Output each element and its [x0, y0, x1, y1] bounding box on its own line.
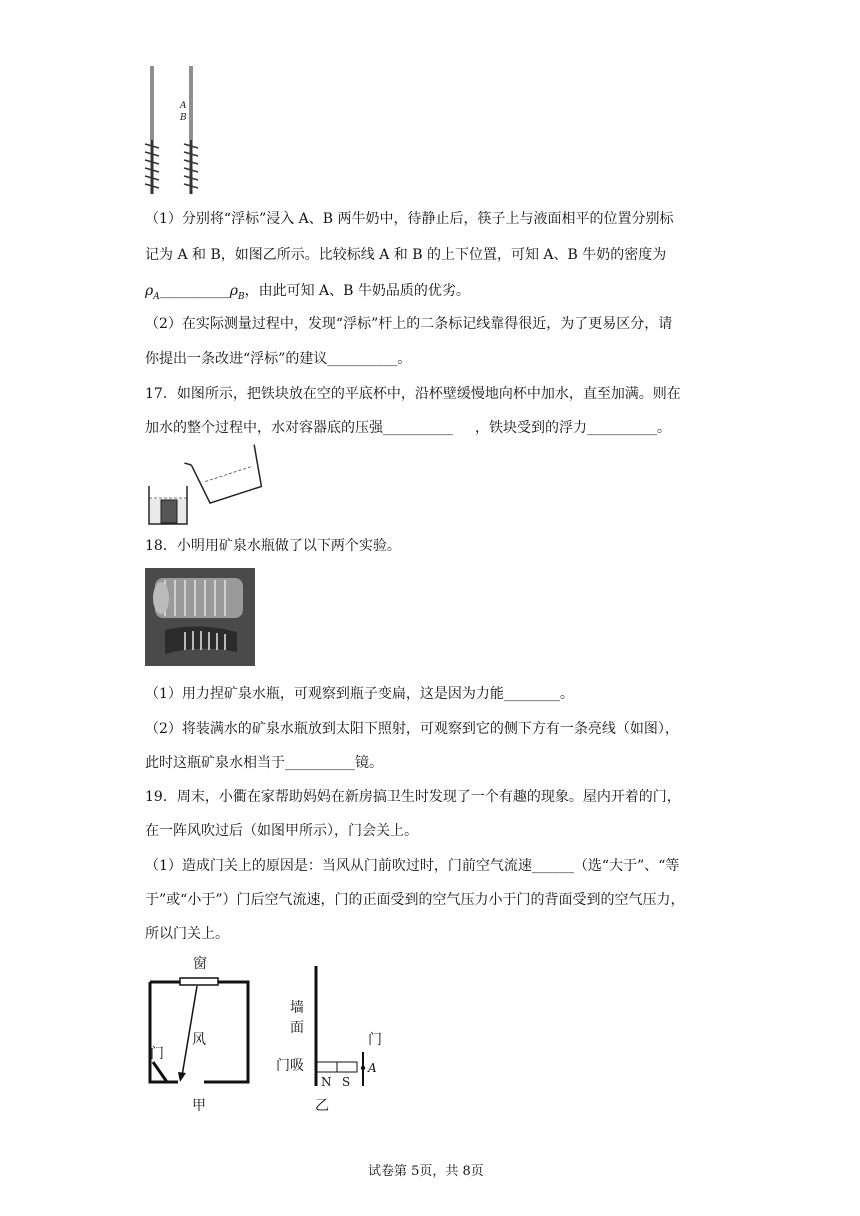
q19-line1: 19．周末，小衢在家帮助妈妈在新房搞卫生时发现了一个有趣的现象。屋内开着的门，: [145, 789, 681, 805]
page-footer: 试卷第 5页，共 8页: [368, 1164, 484, 1179]
float-figure: [140, 62, 220, 202]
caption-yi: 乙: [315, 1098, 329, 1114]
q17-line2-b: ，铁块受到的浮力__________。: [475, 420, 671, 436]
q17-line2-a: 加水的整个过程中，水对容器底的压强__________: [145, 420, 453, 436]
window: [180, 978, 218, 985]
wall-label-2: 面: [290, 1020, 304, 1036]
q18-p1: （1）用力捏矿泉水瓶，可观察到瓶子变扁，这是因为力能________。: [145, 686, 574, 702]
cup-figure: [143, 436, 268, 528]
door-label-wall: 门: [368, 1032, 382, 1048]
rho-a: $\rho_A$: [145, 283, 160, 302]
point-a-label: A: [368, 1061, 377, 1075]
point-a: [361, 1066, 365, 1070]
float-label-a: A: [180, 101, 187, 111]
q16-p1-line3: [145, 280, 470, 302]
wind-label: 风: [192, 1032, 206, 1048]
wall-figure: [270, 962, 390, 1122]
q16-blank: __________: [159, 283, 230, 299]
q18-p2-line2: 此时这瓶矿泉水相当于__________镜。: [145, 755, 383, 771]
iron-block: [161, 500, 177, 523]
room-figure: [140, 952, 260, 1122]
q16-p2-line1: （2）在实际测量过程中，发现“浮标”杆上的二条标记线靠得很近，为了更易区分，请: [145, 316, 673, 332]
window-label: 窗: [193, 956, 207, 972]
door-stop-label: 门吸: [276, 1058, 304, 1074]
door: [153, 1062, 167, 1082]
q19-p1-line2: 于”或“小于”）门后空气流速，门的正面受到的空气压力小于门的背面受到的空气压力，: [145, 892, 685, 908]
door-label-room: 门: [150, 1046, 164, 1062]
wall-label-1: 墙: [290, 1000, 304, 1016]
q16-p1-tail: ，由此可知 A、B 牛奶品质的优劣。: [244, 283, 470, 299]
q18-p2-line1: （2）将装满水的矿泉水瓶放到太阳下照射，可观察到它的侧下方有一条亮线（如图），: [145, 721, 679, 737]
q17-line1: 17．如图所示，把铁块放在空的平底杯中，沿杯壁缓慢地向杯中加水，直至加满。则在: [145, 386, 681, 402]
bottle-photo: [145, 568, 255, 666]
q19-p1-line1: （1）造成门关上的原因是：当风从门前吹过时，门前空气流速______（选“大于”、“等: [145, 858, 680, 874]
q19-line2: 在一阵风吹过后（如图甲所示），门会关上。: [145, 823, 418, 839]
q18-title: 18．小明用矿泉水瓶做了以下两个实验。: [145, 538, 401, 554]
float-label-b: B: [180, 113, 187, 123]
rho-b: $\rho_B$: [229, 283, 245, 302]
magnet-n: N: [321, 1075, 332, 1089]
q16-p1-line1: （1）分别将“浮标”浸入 A、B 两牛奶中，待静止后，筷子上与液面相平的位置分别标: [145, 211, 674, 227]
q16-p1-line2: 记为 A 和 B，如图乙所示。比较标线 A 和 B 的上下位置，可知 A、B 牛奶的密度为: [145, 247, 667, 263]
caption-jia: 甲: [192, 1098, 206, 1114]
q19-p1-line3: 所以门关上。: [145, 926, 229, 942]
q17-line2: [145, 417, 671, 437]
q16-p2-line2: 你提出一条改进“浮标”的建议__________。: [145, 351, 412, 367]
magnet-s: S: [342, 1075, 351, 1089]
